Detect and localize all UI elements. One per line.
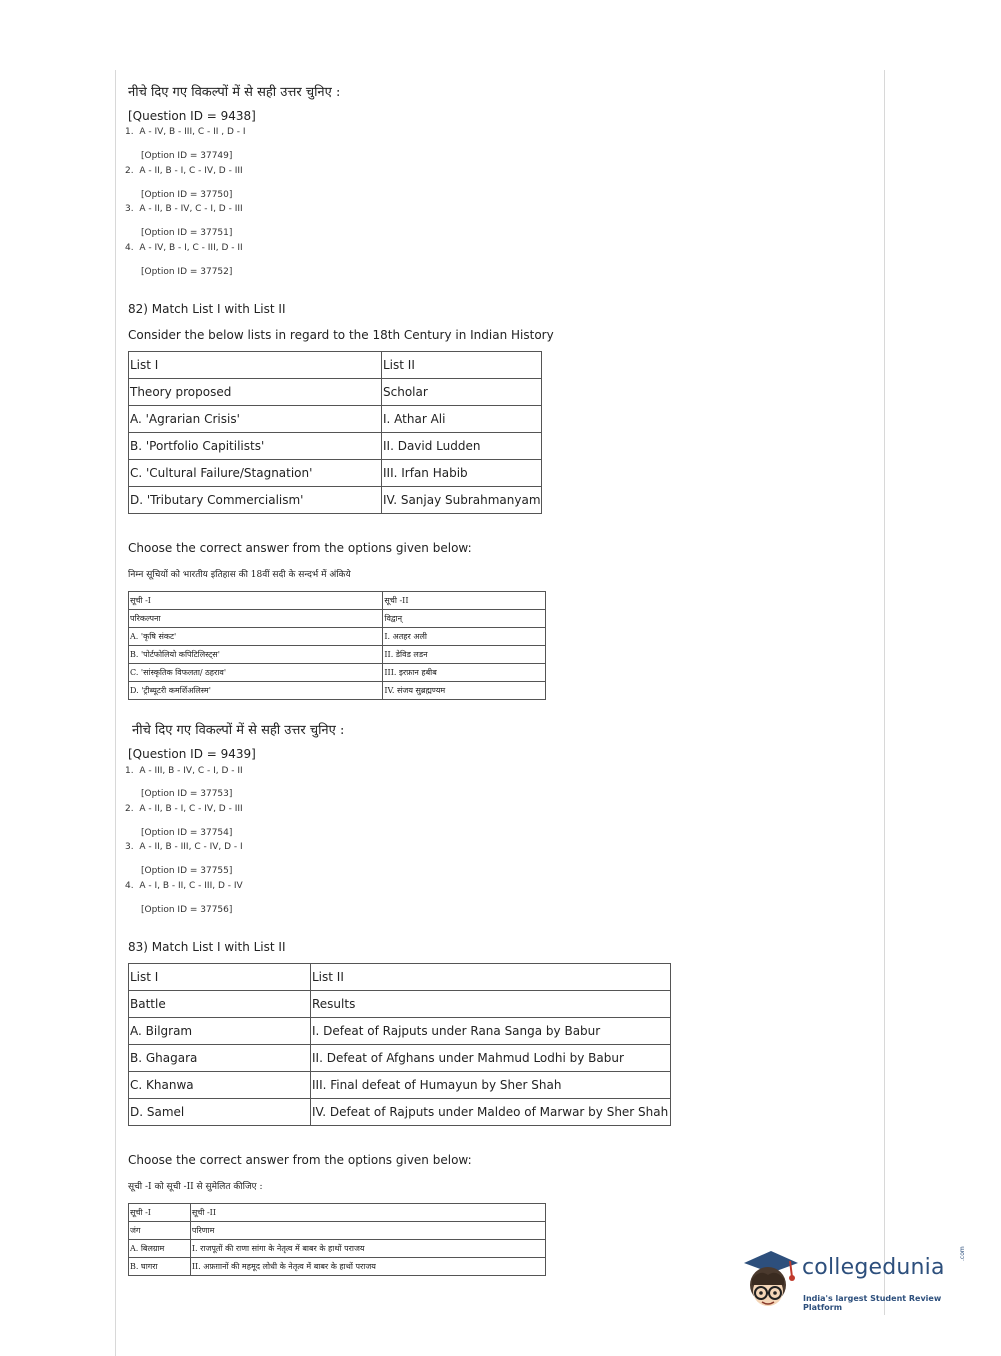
table-row: [129, 682, 546, 700]
table-cell: C. 'Cultural Failure/Stagnation': [129, 460, 382, 487]
table-cell: D. Samel: [129, 1099, 311, 1126]
table-row: [129, 406, 542, 433]
logo-wordmark: collegedunia: [802, 1255, 945, 1280]
option-text: A - II, B - III, C - IV, D - I: [139, 842, 243, 852]
match-table-hindi: [128, 1203, 546, 1276]
table-cell: सूची -I: [129, 592, 383, 610]
table-row: [129, 628, 546, 646]
match-table-english: [128, 963, 671, 1126]
question-context: Consider the below lists in regard to the 18th Century in Indian History: [128, 328, 554, 342]
table-cell: I. Athar Ali: [382, 406, 542, 433]
option-number: 4.: [125, 243, 134, 253]
table-row: [129, 664, 546, 682]
page-border-right: [884, 70, 885, 1315]
table-cell: List I: [129, 352, 382, 379]
option-number: 3.: [125, 842, 134, 852]
option-item: [125, 881, 243, 891]
table-cell: सूची -II: [190, 1204, 545, 1222]
option-number: 4.: [125, 881, 134, 891]
question-heading: 82) Match List I with List II: [128, 302, 286, 316]
option-text: A - II, B - I, C - IV, D - III: [139, 166, 243, 176]
table-row: [129, 487, 542, 514]
option-item: [125, 127, 246, 137]
table-cell: Results: [311, 991, 671, 1018]
table-cell: B. 'पोर्टफोलियो कपिटिलिस्ट्स': [129, 646, 383, 664]
table-row: [129, 1018, 671, 1045]
table-cell: C. 'सांस्कृतिक विफलता/ ठहराव': [129, 664, 383, 682]
table-cell: II. डेविड लडन: [383, 646, 546, 664]
hindi-question-context: निम्न सूचियों को भारतीय इतिहास की 18वीं सदी के सन्दर्भ में अंकिये: [128, 570, 351, 580]
graduate-mascot-icon: [740, 1245, 802, 1313]
option-text: A - IV, B - I, C - III, D - II: [139, 243, 243, 253]
option-number: 1.: [125, 766, 134, 776]
option-text: A - II, B - I, C - IV, D - III: [139, 804, 243, 814]
table-cell: I. Defeat of Rajputs under Rana Sanga by Babur: [311, 1018, 671, 1045]
table-cell: II. अफ़ग़ानों की महमूद लोधी के नेतृत्व में बाबर के हाथों पराजय: [190, 1258, 545, 1276]
table-cell: III. Irfan Habib: [382, 460, 542, 487]
question-id: [Question ID = 9439]: [128, 747, 256, 761]
option-id: [Option ID = 37755]: [141, 866, 233, 876]
table-cell: IV. Defeat of Rajputs under Maldeo of Marwar by Sher Shah: [311, 1099, 671, 1126]
option-item: [125, 842, 243, 852]
table-cell: A. Bilgram: [129, 1018, 311, 1045]
table-cell: विद्वान्: [383, 610, 546, 628]
table-row: [129, 592, 546, 610]
table-row: [129, 379, 542, 406]
table-cell: Battle: [129, 991, 311, 1018]
option-item: [125, 204, 243, 214]
option-id: [Option ID = 37756]: [141, 905, 233, 915]
table-cell: B. Ghagara: [129, 1045, 311, 1072]
table-cell: I. अतहर अली: [383, 628, 546, 646]
table-cell: IV. Sanjay Subrahmanyam: [382, 487, 542, 514]
hindi-answer-prompt: नीचे दिए गए विकल्पों में से सही उत्तर चुनिए :: [132, 723, 345, 738]
collegedunia-logo[interactable]: [740, 1245, 970, 1313]
table-cell: A. बिलग्राम: [129, 1240, 191, 1258]
table-cell: सूची -II: [383, 592, 546, 610]
table-row: [129, 1045, 671, 1072]
table-row: [129, 991, 671, 1018]
option-id: [Option ID = 37752]: [141, 267, 233, 277]
table-cell: परिणाम: [190, 1222, 545, 1240]
table-row: [129, 1204, 546, 1222]
table-row: [129, 1099, 671, 1126]
table-row: [129, 1258, 546, 1276]
option-id: [Option ID = 37750]: [141, 190, 233, 200]
table-cell: B. घागरा: [129, 1258, 191, 1276]
table-row: [129, 1222, 546, 1240]
choose-instruction: Choose the correct answer from the options given below:: [128, 1153, 472, 1167]
logo-tagline: India's largest Student Review Platform: [803, 1294, 942, 1312]
table-cell: List I: [129, 964, 311, 991]
table-row: [129, 352, 542, 379]
option-item: [125, 766, 243, 776]
option-number: 1.: [125, 127, 134, 137]
table-cell: C. Khanwa: [129, 1072, 311, 1099]
table-cell: B. 'Portfolio Capitilists': [129, 433, 382, 460]
option-item: [125, 166, 243, 176]
option-item: [125, 243, 243, 253]
option-number: 3.: [125, 204, 134, 214]
option-text: A - IV, B - III, C - II , D - I: [139, 127, 246, 137]
question-id: [Question ID = 9438]: [128, 109, 256, 123]
table-cell: III. इरफ़ान हबीब: [383, 664, 546, 682]
table-row: [129, 460, 542, 487]
page-border-left: [115, 70, 116, 1356]
table-cell: List II: [311, 964, 671, 991]
option-number: 2.: [125, 166, 134, 176]
hindi-answer-prompt: नीचे दिए गए विकल्पों में से सही उत्तर चुनिए :: [128, 85, 341, 100]
option-item: [125, 804, 243, 814]
table-cell: A. 'Agrarian Crisis': [129, 406, 382, 433]
table-cell: Theory proposed: [129, 379, 382, 406]
table-cell: IV. संजय सुब्रह्मण्यम: [383, 682, 546, 700]
option-id: [Option ID = 37751]: [141, 228, 233, 238]
hindi-question-context: सूची -I को सूची -II से सुमेलित कीजिए :: [128, 1182, 263, 1192]
table-cell: II. Defeat of Afghans under Mahmud Lodhi by Babur: [311, 1045, 671, 1072]
table-row: [129, 964, 671, 991]
option-id: [Option ID = 37749]: [141, 151, 233, 161]
table-cell: परिकल्पना: [129, 610, 383, 628]
table-cell: जंग: [129, 1222, 191, 1240]
table-row: [129, 646, 546, 664]
option-id: [Option ID = 37754]: [141, 828, 233, 838]
table-cell: D. 'Tributary Commercialism': [129, 487, 382, 514]
table-cell: सूची -I: [129, 1204, 191, 1222]
table-row: [129, 1072, 671, 1099]
question-heading: 83) Match List I with List II: [128, 940, 286, 954]
table-cell: III. Final defeat of Humayun by Sher Shah: [311, 1072, 671, 1099]
match-table-english: [128, 351, 542, 514]
table-cell: II. David Ludden: [382, 433, 542, 460]
table-row: [129, 1240, 546, 1258]
table-cell: Scholar: [382, 379, 542, 406]
table-cell: A. 'कृषि संकट': [129, 628, 383, 646]
logo-domain-suffix: .com: [959, 1246, 966, 1261]
table-row: [129, 433, 542, 460]
option-id: [Option ID = 37753]: [141, 789, 233, 799]
choose-instruction: Choose the correct answer from the options given below:: [128, 541, 472, 555]
option-text: A - I, B - II, C - III, D - IV: [139, 881, 243, 891]
option-number: 2.: [125, 804, 134, 814]
table-cell: List II: [382, 352, 542, 379]
match-table-hindi: [128, 591, 546, 700]
table-cell: D. 'ट्रीब्यूटरी कमर्शिअलिस्म': [129, 682, 383, 700]
table-row: [129, 610, 546, 628]
option-text: A - III, B - IV, C - I, D - II: [139, 766, 243, 776]
option-text: A - II, B - IV, C - I, D - III: [139, 204, 243, 214]
table-cell: I. राजपूतों की राणा सांगा के नेतृत्व में बाबर के हाथों पराजय: [190, 1240, 545, 1258]
